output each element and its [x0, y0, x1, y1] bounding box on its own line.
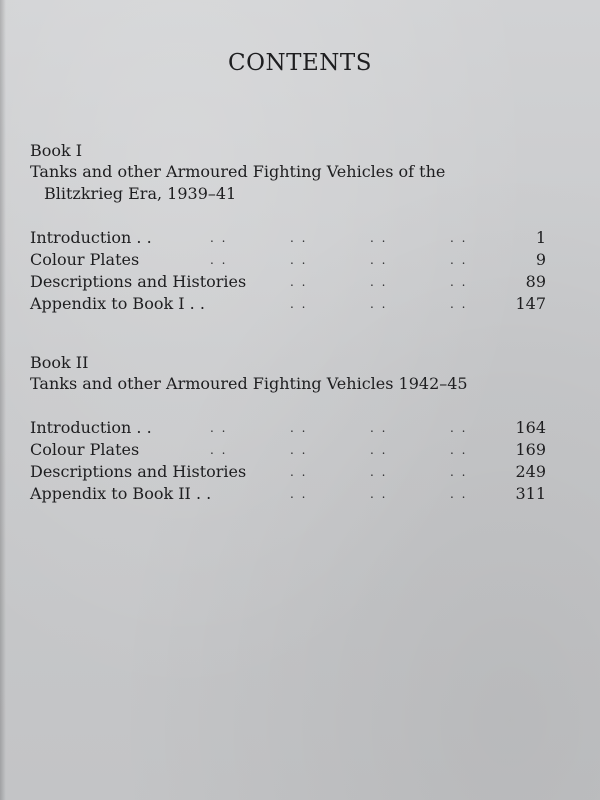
dot-leader: . .: [210, 421, 228, 435]
entry-title: Introduction . .: [30, 418, 152, 437]
contents-entry[interactable]: [30, 227, 550, 249]
book-label: Book I: [30, 141, 83, 160]
book-label: Book II: [30, 353, 89, 372]
dot-leader: . .: [450, 443, 468, 457]
entry-title: Introduction . .: [30, 228, 152, 247]
contents-entry[interactable]: [30, 461, 550, 483]
dot-leader: . .: [290, 253, 308, 267]
dot-leader: . .: [290, 487, 308, 501]
entry-title: Descriptions and Histories: [30, 462, 247, 481]
page-title: CONTENTS: [228, 50, 372, 76]
dot-leader: . .: [450, 421, 468, 435]
contents-entry[interactable]: [30, 417, 550, 439]
entry-page-number: 169: [515, 440, 546, 459]
dot-leader: . .: [450, 465, 468, 479]
entry-title: Appendix to Book I . .: [30, 294, 205, 313]
dot-leader: . .: [450, 275, 468, 289]
dot-leader: . .: [370, 487, 388, 501]
contents-list: [30, 417, 550, 505]
dot-leader: . .: [290, 231, 308, 245]
book-section-1: [30, 140, 550, 315]
dot-leader: . .: [370, 275, 388, 289]
dot-leader: . .: [370, 253, 388, 267]
contents-entry[interactable]: [30, 483, 550, 505]
dot-leader: . .: [290, 421, 308, 435]
dot-leader: . .: [370, 231, 388, 245]
dot-leader: . .: [450, 487, 468, 501]
dot-leader: . .: [290, 443, 308, 457]
dot-leader: . .: [210, 231, 228, 245]
dot-leader: . .: [210, 443, 228, 457]
entry-title: Descriptions and Histories: [30, 272, 247, 291]
entry-title: Appendix to Book II . .: [30, 484, 212, 503]
entry-page-number: 1: [535, 228, 546, 247]
dot-leader: . .: [370, 297, 388, 311]
entry-title: Colour Plates: [30, 250, 140, 269]
entry-page-number: 311: [515, 484, 546, 503]
entry-page-number: 164: [515, 418, 546, 437]
book-description: [30, 373, 550, 395]
contents-entry[interactable]: [30, 293, 550, 315]
contents-entry[interactable]: [30, 271, 550, 293]
contents-list: [30, 227, 550, 315]
entry-title: Colour Plates: [30, 440, 140, 459]
dot-leader: . .: [210, 253, 228, 267]
book-description-line-2: Blitzkrieg Era, 1939–41: [44, 184, 237, 203]
book-description: [30, 161, 480, 205]
contents-entry[interactable]: [30, 439, 550, 461]
entry-page-number: 249: [515, 462, 546, 481]
dot-leader: . .: [370, 421, 388, 435]
dot-leader: . .: [370, 465, 388, 479]
dot-leader: . .: [290, 275, 308, 289]
book-section-2: [30, 352, 550, 505]
entry-page-number: 147: [515, 294, 546, 313]
book-description-line-1: Tanks and other Armoured Fighting Vehicles 1942–45: [30, 374, 468, 393]
book-description-line-1: Tanks and other Armoured Fighting Vehicles of the: [30, 162, 446, 181]
dot-leader: . .: [450, 231, 468, 245]
contents-entry[interactable]: [30, 249, 550, 271]
dot-leader: . .: [290, 297, 308, 311]
dot-leader: . .: [290, 465, 308, 479]
dot-leader: . .: [450, 297, 468, 311]
dot-leader: . .: [450, 253, 468, 267]
entry-page-number: 89: [525, 272, 546, 291]
dot-leader: . .: [370, 443, 388, 457]
entry-page-number: 9: [535, 250, 546, 269]
